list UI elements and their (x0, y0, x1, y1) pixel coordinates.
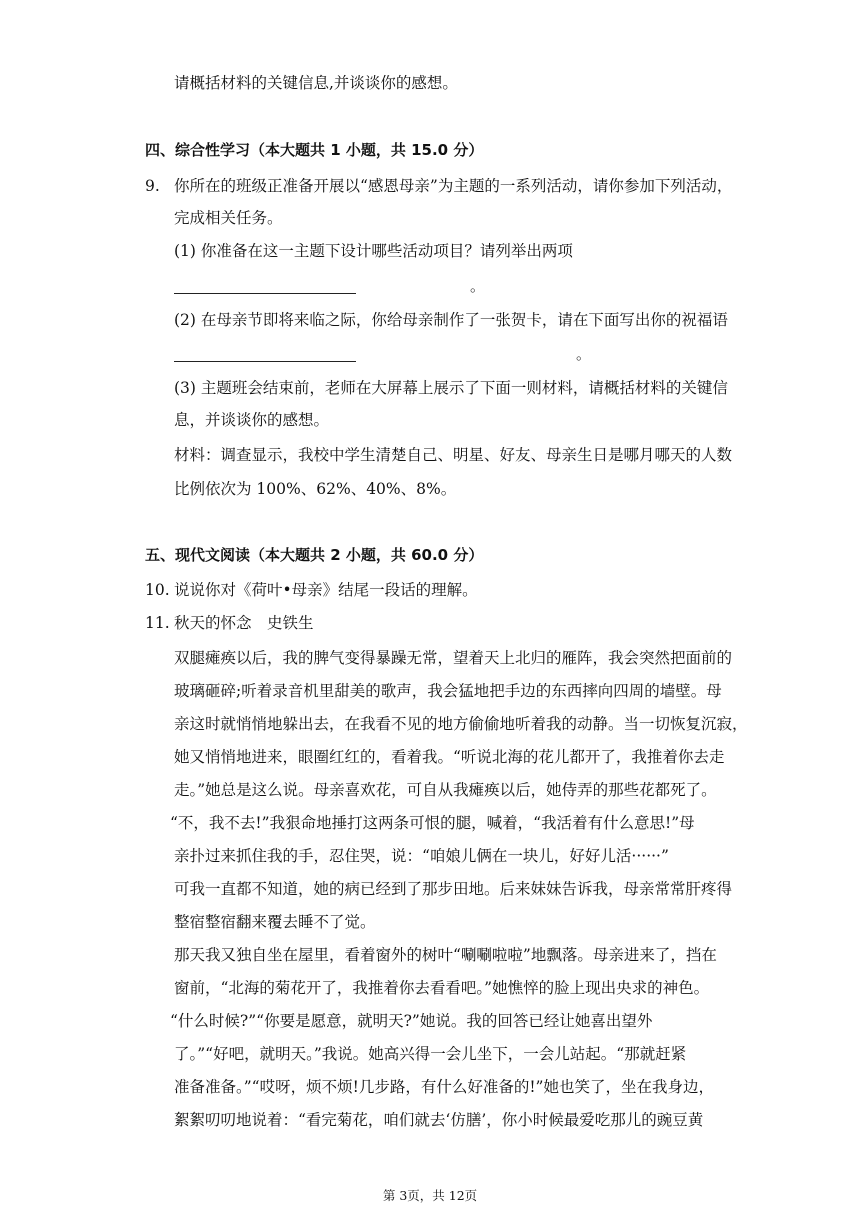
passage-line: 窗前，“北海的菊花开了，我推着你去看看吧。”她憔悴的脸上现出央求的神色。 (174, 979, 710, 997)
answer-blank-2-period: 。 (576, 345, 592, 363)
passage-line: 亲扑过来抓住我的手，忍住哭，说：“咱娘儿俩在一块儿，好好儿活······” (174, 847, 669, 865)
passage-line: 了。”“好吧，就明天。”我说。她高兴得一会儿坐下，一会儿站起。“那就赶紧 (174, 1045, 687, 1063)
question-11-number: 11. (145, 614, 170, 632)
passage-line: 可我一直都不知道，她的病已经到了那步田地。后来妹妹告诉我，母亲常常肝疼得 (174, 880, 733, 898)
passage-line: 走。”她总是这么说。母亲喜欢花，可自从我瘫痪以后，她侍弄的那些花都死了。 (174, 781, 717, 799)
question-9-sub-2: (2) 在母亲节即将来临之际，你给母亲制作了一张贺卡，请在下面写出你的祝福语 (174, 311, 728, 329)
question-11-title: 秋天的怀念 史铁生 (174, 614, 314, 632)
passage-line: 絮絮叨叨地说着：“看完菊花，咱们就去‘仿膳’，你小时候最爱吃那儿的豌豆黄 (174, 1111, 704, 1129)
question-9-stem-line-1: 你所在的班级正准备开展以“感恩母亲”为主题的一系列活动，请你参加下列活动， (174, 177, 733, 195)
passage-line: 准备准备。”“哎呀，烦不烦!几步路，有什么好准备的!”她也笑了，坐在我身边， (174, 1078, 714, 1096)
passage-line: 那天我又独自坐在屋里，看着窗外的树叶“唰唰啦啦”地飘落。母亲进来了，挡在 (174, 946, 717, 964)
answer-blank-1-period: 。 (470, 277, 486, 295)
question-9-sub-3-line-2: 息，并谈谈你的感想。 (174, 411, 330, 429)
passage-line: 整宿整宿翻来覆去睡不了觉。 (174, 913, 376, 931)
passage-line: 玻璃砸碎;听着录音机里甜美的歌声，我会猛地把手边的东西摔向四周的墙壁。母 (174, 682, 722, 700)
question-9-material-line-1: 材料：调查显示，我校中学生清楚自己、明星、好友、母亲生日是哪月哪天的人数 (174, 446, 733, 464)
question-9-stem-line-2: 完成相关任务。 (174, 209, 283, 227)
passage-line: 双腿瘫痪以后，我的脾气变得暴躁无常，望着天上北归的雁阵，我会突然把面前的 (174, 649, 733, 667)
question-10-text: 说说你对《荷叶•母亲》结尾一段话的理解。 (174, 581, 478, 599)
question-10-number: 10. (145, 581, 170, 599)
section-4-heading: 四、综合性学习（本大题共 1 小题，共 15.0 分） (145, 141, 484, 159)
material-prompt-line: 请概括材料的关键信息,并谈谈你的感想。 (174, 74, 458, 92)
passage-line: “不，我不去!”我狠命地捶打这两条可恨的腿，喊着，“我活着有什么意思!”母 (170, 814, 695, 832)
page-footer: 第 3页，共 12页 (382, 1188, 478, 1203)
question-9-sub-1: (1) 你准备在这一主题下设计哪些活动项目？请列举出两项 (174, 242, 573, 260)
question-9-number: 9. (145, 177, 160, 195)
passage-line: 亲这时就悄悄地躲出去，在我看不见的地方偷偷地听着我的动静。当一切恢复沉寂， (174, 715, 748, 733)
answer-blank-1[interactable] (174, 293, 356, 294)
question-9-sub-3-line-1: (3) 主题班会结束前，老师在大屏幕上展示了下面一则材料，请概括材料的关键信 (174, 379, 728, 397)
passage-line: 她又悄悄地进来，眼圈红红的，看着我。“听说北海的花儿都开了，我推着你去走 (174, 748, 725, 766)
passage-line: “什么时候?”“你要是愿意，就明天?”她说。我的回答已经让她喜出望外 (170, 1012, 653, 1030)
section-5-heading: 五、现代文阅读（本大题共 2 小题，共 60.0 分） (145, 546, 484, 564)
question-9-material-line-2: 比例依次为 100%、62%、40%、8%。 (174, 480, 457, 498)
answer-blank-2[interactable] (174, 361, 356, 362)
